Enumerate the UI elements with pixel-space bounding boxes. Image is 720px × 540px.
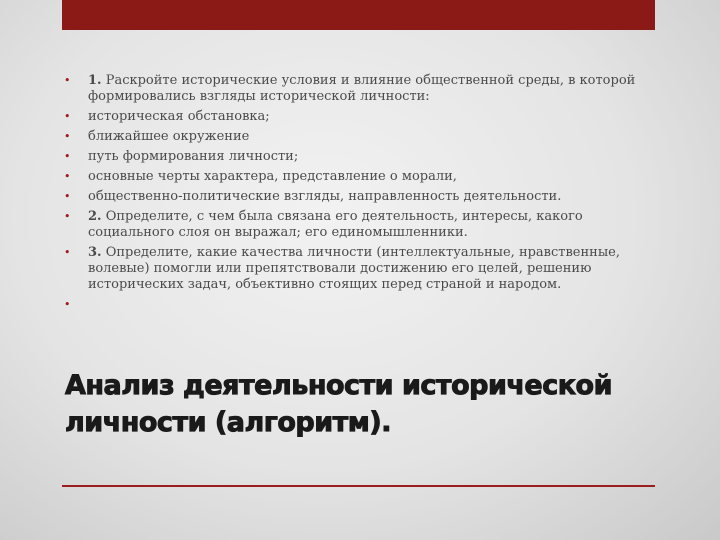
item-text: Определите, с чем была связана его деятельность, интересы, какого социального слоя он выражал; его единомышленники. [88,209,583,240]
bullet-list [64,73,654,317]
bullet-icon: • [64,246,71,259]
item-text: общественно-политические взгляды, направленность деятельности. [88,189,562,204]
list-item [64,129,654,145]
list-item [64,209,654,241]
title-underline [62,485,655,487]
item-text: Определите, какие качества личности (интеллектуальные, нравственные, волевые) помогли или препятствовали достижению его целей, решению исторических задач, объективно стоящих перед страной и народом. [88,245,620,292]
list-item [64,245,654,293]
slide-title: Анализ деятельности исторической личности (алгоритм). [65,370,613,438]
item-text: Раскройте исторические условия и влияние общественной среды, в которой формировались взгляды исторической личности: [88,73,636,104]
item-text: ближайшее окружение [88,129,250,144]
list-item [64,189,654,205]
bullet-icon: • [64,210,71,223]
top-accent-band [62,0,655,30]
list-item [64,109,654,125]
bullet-icon: • [64,150,71,163]
item-number: 3. [88,245,102,260]
bullet-icon: • [64,190,71,203]
item-text: путь формирования личности; [88,149,299,164]
item-text: основные черты характера, представление о морали, [88,169,457,184]
item-number: 1. [88,73,102,88]
list-item [64,149,654,165]
bullet-icon: • [64,298,71,311]
bullet-icon: • [64,130,71,143]
bullet-icon: • [64,170,71,183]
item-number: 2. [88,209,102,224]
list-item [64,73,654,105]
list-item [64,169,654,185]
bullet-icon: • [64,110,71,123]
bullet-icon: • [64,74,71,87]
list-item [64,297,654,313]
item-text: историческая обстановка; [88,109,270,124]
